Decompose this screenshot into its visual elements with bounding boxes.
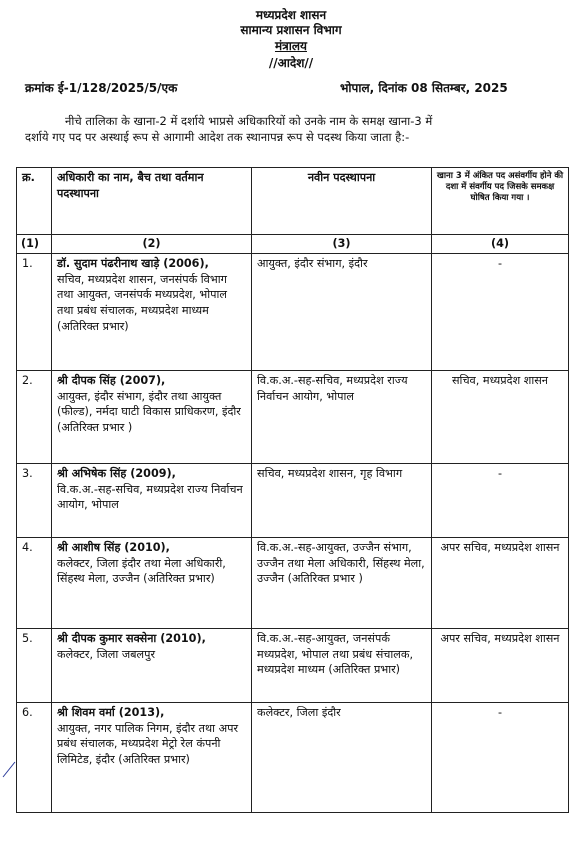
- row-officer: [52, 463, 252, 537]
- row-new-posting: वि.क.अ.-सह-आयुक्त, उज्जैन संभाग, उज्जैन तथा मेला अधिकारी, सिंहस्थ मेला, उज्जैन (अतिरिक्त प्रभार ): [252, 537, 432, 628]
- column-number-3: (3): [252, 235, 432, 254]
- table-row: [17, 463, 569, 537]
- header-officer-name: अधिकारी का नाम, बैच तथा वर्तमान पदस्थापना: [52, 168, 252, 235]
- order-number: क्रमांक ई-1/128/2025/5/एक: [25, 81, 178, 95]
- row-equivalent-post: -: [432, 463, 569, 537]
- table-row: [17, 537, 569, 628]
- row-officer: [52, 702, 252, 812]
- column-number-2: (2): [52, 235, 252, 254]
- officer-name: श्री दीपक सिंह (2007),: [57, 373, 166, 387]
- row-officer: [52, 537, 252, 628]
- header-department: सामान्य प्रशासन विभाग: [240, 23, 342, 37]
- intro-line-1: नीचे तालिका के खाना-2 में दर्शाये भाप्रसे अधिकारियों को उनके नाम के समक्ष खाना-3 में: [65, 114, 433, 128]
- row-equivalent-post: अपर सचिव, मध्यप्रदेश शासन: [432, 628, 569, 702]
- row-serial: 3.: [17, 463, 52, 537]
- row-new-posting: आयुक्त, इंदौर संभाग, इंदौर: [252, 253, 432, 370]
- officer-name: श्री अभिषेक सिंह (2009),: [57, 466, 176, 480]
- pen-stroke-mark: [2, 760, 16, 778]
- row-equivalent-post: अपर सचिव, मध्यप्रदेश शासन: [432, 537, 569, 628]
- table-row: [17, 370, 569, 463]
- header-ministry: मंत्रालय: [274, 39, 307, 53]
- officer-posting-table: [16, 167, 569, 813]
- intro-line-2: दर्शाये गए पद पर अस्थाई रूप से आगामी आदेश तक स्थानापन्न रूप से पदस्थ किया जाता है:-: [25, 130, 410, 144]
- row-equivalent-post: -: [432, 253, 569, 370]
- table-row: [17, 253, 569, 370]
- row-serial: 6.: [17, 702, 52, 812]
- table-row: [17, 628, 569, 702]
- current-posting: सचिव, मध्यप्रदेश शासन, जनसंपर्क विभाग तथा आयुक्त, जनसंपर्क मध्यप्रदेश, भोपाल तथा प्रबंध संचालक, मध्यप्रदेश माध्यम (अतिरिक्त प्रभार): [57, 272, 227, 333]
- header-equivalent-post: खाना 3 में अंकित पद असंवर्गीय होने की दशा में संवर्गीय पद जिसके समकक्ष घोषित किया गया ।: [432, 168, 569, 235]
- table-column-number-row: [17, 235, 569, 254]
- row-new-posting: सचिव, मध्यप्रदेश शासन, गृह विभाग: [252, 463, 432, 537]
- row-serial: 2.: [17, 370, 52, 463]
- row-officer: [52, 253, 252, 370]
- header-order-title: //आदेश//: [268, 56, 314, 70]
- current-posting: कलेक्टर, जिला जबलपुर: [57, 647, 156, 661]
- place-and-date: भोपाल, दिनांक 08 सितम्बर, 2025: [340, 81, 508, 95]
- row-officer: [52, 370, 252, 463]
- officer-name: श्री शिवम वर्मा (2013),: [57, 705, 165, 719]
- current-posting: आयुक्त, नगर पालिक निगम, इंदौर तथा अपर प्रबंध संचालक, मध्यप्रदेश मेट्रो रेल कंपनी लिमिटेड, इंदौर (अतिरिक्त प्रभार): [57, 721, 239, 767]
- row-serial: 5.: [17, 628, 52, 702]
- current-posting: वि.क.अ.-सह-सचिव, मध्यप्रदेश राज्य निर्वाचन आयोग, भोपाल: [57, 482, 243, 512]
- header-serial: क्र.: [17, 168, 52, 235]
- column-number-1: (1): [17, 235, 52, 254]
- row-new-posting: वि.क.अ.-सह-सचिव, मध्यप्रदेश राज्य निर्वाचन आयोग, भोपाल: [252, 370, 432, 463]
- row-serial: 1.: [17, 253, 52, 370]
- officer-name: श्री दीपक कुमार सक्सेना (2010),: [57, 631, 206, 645]
- row-serial: 4.: [17, 537, 52, 628]
- row-officer: [52, 628, 252, 702]
- officer-name: श्री आशीष सिंह (2010),: [57, 540, 170, 554]
- row-equivalent-post: सचिव, मध्यप्रदेश शासन: [432, 370, 569, 463]
- column-number-4: (4): [432, 235, 569, 254]
- header-new-posting: नवीन पदस्थापना: [252, 168, 432, 235]
- current-posting: आयुक्त, इंदौर संभाग, इंदौर तथा आयुक्त (फील्ड), नर्मदा घाटी विकास प्राधिकरण, इंदौर (अतिरिक्त प्रभार ): [57, 389, 241, 435]
- table-row: [17, 702, 569, 812]
- current-posting: कलेक्टर, जिला इंदौर तथा मेला अधिकारी, सिंहस्थ मेला, उज्जैन (अतिरिक्त प्रभार): [57, 556, 226, 586]
- officer-name: डॉ. सुदाम पंढरीनाथ खाड़े (2006),: [57, 256, 209, 270]
- header-state-government: मध्यप्रदेश शासन: [255, 8, 327, 22]
- table-header-row: [17, 168, 569, 235]
- row-equivalent-post: -: [432, 702, 569, 812]
- row-new-posting: कलेक्टर, जिला इंदौर: [252, 702, 432, 812]
- row-new-posting: वि.क.अ.-सह-आयुक्त, जनसंपर्क मध्यप्रदेश, भोपाल तथा प्रबंध संचालक, मध्यप्रदेश माध्यम (अतिरिक्त प्रभार): [252, 628, 432, 702]
- intro-paragraph: [25, 113, 565, 145]
